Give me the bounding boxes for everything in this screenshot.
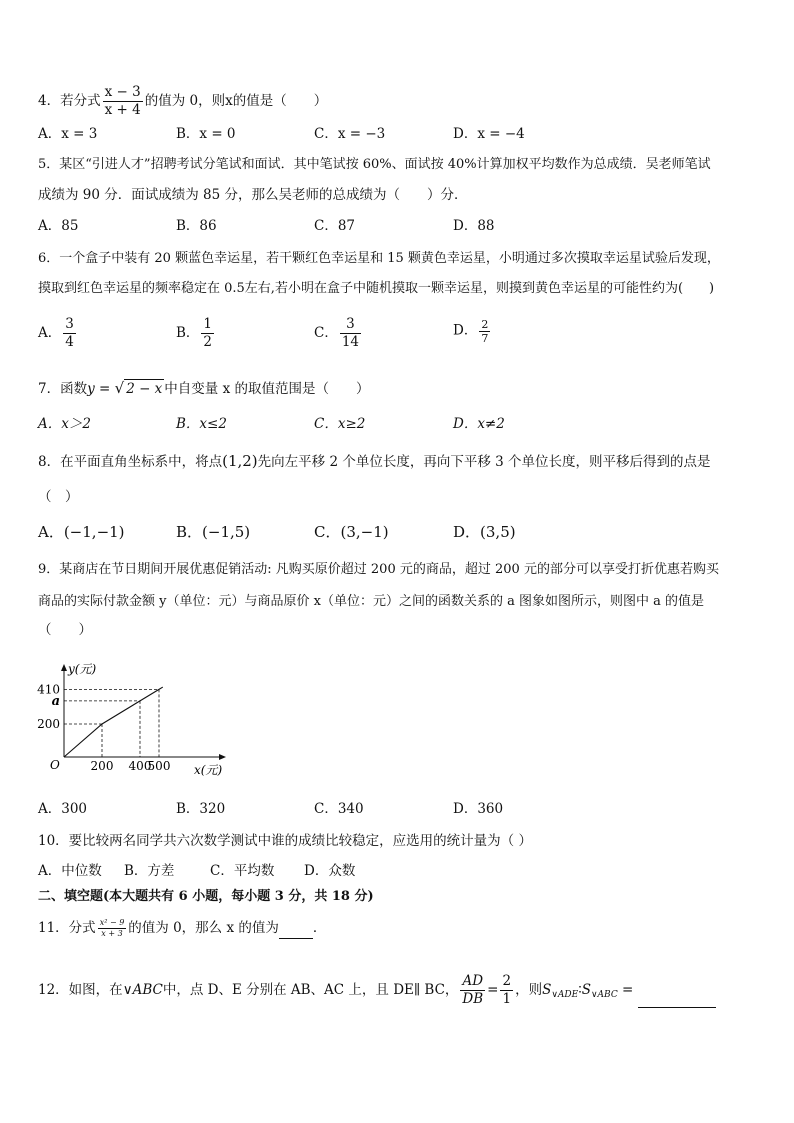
y-tick-200: 200 xyxy=(37,717,60,731)
q8-option-d: D．(3,5) xyxy=(453,523,516,541)
series-line xyxy=(64,687,163,757)
x-axis-label: x(元) xyxy=(194,763,223,777)
q6-line1: 6．一个盒子中装有 20 颗蓝色幸运星，若干颗红色幸运星和 15 颗黄色幸运星，小明通过多次摸取幸运星试验后发现， xyxy=(38,251,720,266)
q6-line2: 摸取到红色幸运星的频率稳定在 0.5左右,若小明在盒子中随机摸取一颗幸运星，则摸到黄色幸运星的可能性约为( ) xyxy=(38,281,715,296)
q10-option-d: D．众数 xyxy=(304,863,356,879)
q5-option-d: D．88 xyxy=(453,218,495,234)
q7-option-a: A．x＞2 xyxy=(38,416,91,432)
q10-stem: 10．要比较两名同学共六次数学测试中谁的成绩比较稳定，应选用的统计量为（ ） xyxy=(38,833,532,849)
y-tick-410: 410 xyxy=(37,682,60,697)
q8-option-a: A．(−1,−1) xyxy=(38,523,125,541)
q9-line3: （ ） xyxy=(38,622,92,638)
q4-prefix: 4．若分式 xyxy=(38,93,101,109)
q6-option-d: D． $\frac{2}{7}$ xyxy=(453,318,489,345)
q10-option-c: C．平均数 xyxy=(210,863,275,879)
q7-option-d: D．x≠2 xyxy=(453,416,505,432)
q8-line2: （ ） xyxy=(38,489,79,505)
q4-stem xyxy=(38,84,327,119)
q10-option-a: A．中位数 xyxy=(38,863,102,879)
q9-option-b: B．320 xyxy=(176,801,226,817)
q7-option-c: C．x≥2 xyxy=(314,416,366,432)
q6-c-fraction: $\frac{3}{14}$ xyxy=(341,316,360,350)
y-tick-a: a xyxy=(51,693,60,709)
q12-value-fraction: $\frac{2}{1}$ xyxy=(502,973,512,1007)
q9-option-a: A．300 xyxy=(38,801,88,817)
q4-option-d: D．x = −4 xyxy=(453,126,525,142)
q6-d-fraction: $\frac{2}{7}$ xyxy=(481,318,489,345)
q4-suffix: 的值为 0，则x的值是（ ） xyxy=(144,93,328,109)
q6-option-c: C． $\frac{3}{14}$ xyxy=(314,316,360,350)
q5-line2: 成绩为 90 分．面试成绩为 85 分，那么吴老师的总成绩为（ ）分． xyxy=(38,187,468,203)
q4-fraction: $\frac{x - 3}{x + 4}$ xyxy=(104,84,141,118)
q5-line1: 5．某区“引进人才”招聘考试分笔试和面试．其中笔试按 60%、面试按 40%计算加权平均数作为总成绩．吴老师笔试 xyxy=(38,157,711,172)
q12-triangle: ∨ABC xyxy=(122,982,163,998)
q11-answer-blank[interactable] xyxy=(279,924,313,939)
q5-option-c: C．87 xyxy=(314,218,356,234)
q8-option-c: C．(3,−1) xyxy=(314,523,389,541)
q5-option-a: A．85 xyxy=(38,218,79,234)
q6-option-a: A． $\frac{3}{4}$ xyxy=(38,316,74,350)
q12-answer-blank[interactable] xyxy=(638,993,716,1008)
q9-graph xyxy=(36,660,236,785)
q8-option-b: B．(−1,5) xyxy=(176,523,251,541)
q12-ratio-fraction: $\frac{AD}{DB}$ xyxy=(462,973,484,1007)
q6-a-fraction: $\frac{3}{4}$ xyxy=(65,316,74,350)
q9-line1: 9．某商店在节日期间开展优惠促销活动: 凡购买原价超过 200 元的商品，超过 200 元的部分可以享受打折优惠若购买 xyxy=(38,562,719,577)
q8-point: (1,2) xyxy=(222,452,258,470)
q8-stem: 8．在平面直角坐标系中，将点(1,2)先向左平移 2 个单位长度，再向下平移 3 个单位长度，则平移后得到的点是 xyxy=(38,452,711,470)
y-axis-label: y(元) xyxy=(68,662,97,676)
q4-option-b: B．x = 0 xyxy=(176,126,236,142)
q11-fraction: $\frac{\text{x² − 9}}{x + 3}$ xyxy=(99,918,125,938)
section-heading: 二、填空题(本大题共有 6 小题，每小题 3 分，共 18 分) xyxy=(38,889,374,904)
q4-option-c: C．x = −3 xyxy=(314,126,386,142)
x-tick-200: 200 xyxy=(90,759,114,773)
q11-stem: 11．分式 $\frac{\text{x² − 9}}{x + 3}$ 的值为 0，那么 x 的值为 ． xyxy=(38,918,327,938)
x-axis-arrow xyxy=(219,754,226,760)
q9-line2: 商品的实际付款金额 y（单位：元）与商品原价 x（单位：元）之间的函数关系的 a 图象如图所示，则图中 a 的值是 xyxy=(38,594,704,609)
q7-radicand: 2 − x xyxy=(126,381,163,397)
q4-option-a: A．x = 3 xyxy=(38,126,98,142)
q6-option-b: B． $\frac{1}{2}$ xyxy=(176,316,213,350)
q9-option-c: C．340 xyxy=(314,801,364,817)
q10-option-b: B．方差 xyxy=(124,863,175,879)
q9-option-d: D．360 xyxy=(453,801,504,817)
q7-option-b: B．x≤2 xyxy=(176,416,227,432)
x-tick-400: 400 xyxy=(128,759,152,773)
q6-b-fraction: $\frac{1}{2}$ xyxy=(203,316,213,350)
origin-label: O xyxy=(50,758,60,772)
q5-option-b: B．86 xyxy=(176,218,217,234)
q12-stem: 12．如图，在∨ABC中，点 D、E 分别在 AB、AC 上，且 DE∥ BC， $\frac{AD}{DB}$ = $\frac{2}{1}$ ，则$S_{\vee ADE}∶S_{\vee ABC}$ = xyxy=(38,973,716,1008)
x-tick-500: 500 xyxy=(147,759,171,773)
y-axis-arrow xyxy=(61,664,67,671)
q7-stem: 7．函数y = √ 2 − x 中自变量 x 的取值范围是（ ） xyxy=(38,379,370,397)
